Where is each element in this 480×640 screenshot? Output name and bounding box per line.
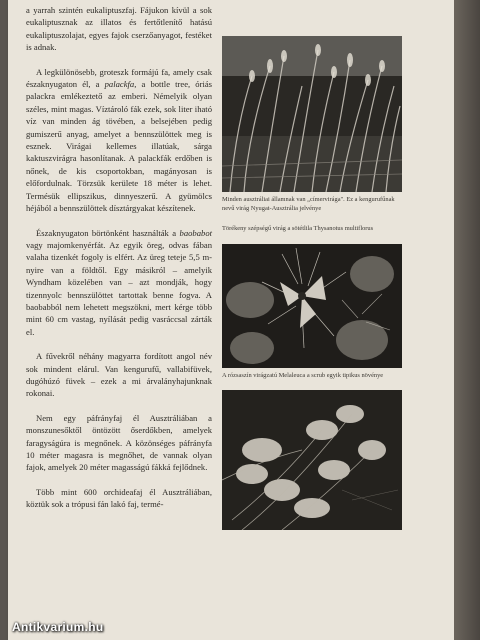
melaleuca-image [222, 390, 402, 530]
kangaroo-paw-image [222, 36, 402, 192]
thysanotus-photo [222, 244, 402, 368]
paragraph-3-start: Északnyugaton börtönként használták a [36, 227, 180, 238]
paragraph-2 [26, 66, 212, 215]
paragraph-2-start: A legkülönösebb, groteszk formájú fa, amely csak északnyugaton él, a [26, 66, 212, 90]
paragraph-4: A fűvekről néhány magyarra fordított angol név sok mindent elárul. Van kengurufű, vallabifüvek, dugóhúzó füvek – ezek a mi árvalányhajunknak rokonai. [26, 351, 212, 399]
paragraph-1: a yarrah szintén eukaliptuszfaj. Fájukon kívül a sok eukaliptusznak az illatos és fertőtlenítő hatású eukaliptuszolajat, egyes fajok cserzőanyagot, festéket is adnak. [26, 5, 212, 53]
text-column [26, 4, 212, 523]
paragraph-3-rest: vagy majomkenyérfát. Az egyik öreg, odvas fában valaha tizenkét fogoly is elfért. Az üreg teteje 5,5 m-nyire van a földtől. Egy másikról – amelyik Wyndham közelében van – azt mondják, hogy tizennyolc bennszülöttet tartottak benne fogva. A baobabból nem lehetett megszökni, mert kérge több mint 60 cm vastag, nyílását pedig vasráccsal zárták el. [26, 239, 212, 337]
watermark: Antikvarium.hu [12, 620, 104, 634]
paragraph-2-term: palackfa [104, 79, 135, 90]
photo-column [222, 36, 402, 530]
paragraph-5: Nem egy páfrányfaj él Ausztráliában a monszunesőktől öntözött őserdőkben, amelyek faragyságúra is megnőnek. A közönséges páfrányfa 10 méter magasra is megnőhet, de vannak olyan fajok, amelyek 20 méter magasságú fákká fejlődnek. [26, 412, 212, 473]
paragraph-2-rest: , a bottle tree, óriás palackra emlékeztető az emberi. Némelyik olyan széles, mint magas. Víztároló fák ezek, sok liter iható víz van minden ág tövében, a belsejében pedig gumiszerű anyag, amelyet a bennszülöttek meg is esznek. Virágai kellemes illatúak, sárga kaktuszvirágra hasonlítanak. A palackfák erdőben is nőnek, de kis csoportokban, magányosan is előfordulnak. Törzsük kerülete 18 méter is lehet. Termésük ellipszikus, dinnyeszerű. A gyümölcs héjából a bennszülöttek dísztárgyakat készítenek. [26, 79, 212, 214]
paragraph-3 [26, 227, 212, 339]
book-page [8, 0, 454, 640]
kangaroo-paw-photo [222, 36, 402, 192]
book-spine-shadow [454, 0, 480, 640]
caption-1: Minden ausztráliai államnak van „címervirága". Ez a kengurufűnak nevű virág Nyugat-Ausztrália jelvénye [222, 196, 395, 212]
paragraph-6: Több mint 600 orchideafaj él Ausztráliában, köztük sok a trópusi fán lakó faj, termé- [26, 486, 212, 510]
caption-3: A rózsaszín virágzatú Melaleuca a scrub egyik tipikus növénye [222, 371, 384, 379]
paragraph-3-term: baobabot [179, 227, 212, 238]
melaleuca-photo [222, 390, 402, 530]
caption-2: Törékeny szépségű virág a sötétlila Thysanotus multiflorus [222, 225, 374, 233]
thysanotus-image [222, 244, 402, 368]
